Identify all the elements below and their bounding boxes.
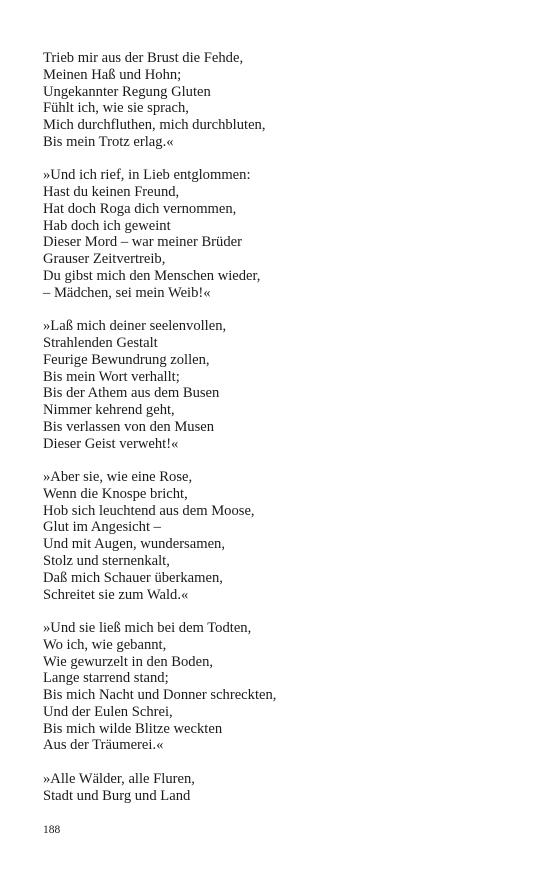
poem-line: Hast du keinen Freund, <box>43 184 180 201</box>
stanza <box>43 318 523 452</box>
poem-line: Nimmer kehrend geht, <box>43 402 175 419</box>
stanza <box>43 469 523 603</box>
poem-line: »Alle Wälder, alle Fluren, <box>43 770 195 787</box>
poem-line: Bis verlassen von den Musen <box>43 418 215 435</box>
poem-line: »Aber sie, wie eine Rose, <box>43 469 193 486</box>
poem-line: Mich durchfluthen, mich durchbluten, <box>43 117 266 134</box>
stanza <box>43 50 523 151</box>
poem-line: Daß mich Schauer überkamen, <box>43 569 223 586</box>
poem-line: Bis mich wilde Blitze weckten <box>43 720 223 737</box>
poem-line: Dieser Geist verweht!« <box>43 435 179 452</box>
poem-line: Hat doch Roga dich vernommen, <box>43 200 237 217</box>
poem-line: Bis mein Wort verhallt; <box>43 368 180 385</box>
poem-line: Feurige Bewundrung zollen, <box>43 351 210 368</box>
poem-text <box>43 50 523 821</box>
poem-line: Bis mich Nacht und Donner schreckten, <box>43 687 277 704</box>
poem-line: Strahlenden Gestalt <box>43 334 158 351</box>
poem-line: Grauser Zeitvertreib, <box>43 251 166 268</box>
poem-line: »Und ich rief, in Lieb entglommen: <box>43 167 251 184</box>
poem-line: Ungekannter Regung Gluten <box>43 83 211 100</box>
poem-line: Und mit Augen, wundersamen, <box>43 536 225 553</box>
poem-line: Schreitet sie zum Wald.« <box>43 586 189 603</box>
stanza <box>43 771 523 805</box>
poem-line: Aus der Träumerei.« <box>43 737 164 754</box>
poem-line: Bis der Athem aus dem Busen <box>43 385 220 402</box>
poem-line: Trieb mir aus der Brust die Fehde, <box>43 50 244 66</box>
poem-line: Meinen Haß und Hohn; <box>43 66 182 83</box>
poem-line: Dieser Mord – war meiner Brüder <box>43 234 242 251</box>
poem-line: Du gibst mich den Menschen wieder, <box>43 268 261 285</box>
poem-line: Wie gewurzelt in den Boden, <box>43 653 214 670</box>
page-number: 188 <box>43 824 61 836</box>
poem-line: Bis mein Trotz erlag.« <box>43 133 174 150</box>
poem-line: – Mädchen, sei mein Weib!« <box>43 284 211 301</box>
poem-line: Und der Eulen Schrei, <box>43 703 173 720</box>
poem-line: Hob sich leuchtend aus dem Moose, <box>43 502 255 519</box>
poem-line: »Und sie ließ mich bei dem Todten, <box>43 619 252 636</box>
poem-line: Fühlt ich, wie sie sprach, <box>43 100 189 117</box>
poem-line: Stolz und sternenkalt, <box>43 553 170 570</box>
poem-line: »Laß mich deiner seelenvollen, <box>43 318 227 335</box>
poem-line: Wo ich, wie gebannt, <box>43 636 167 653</box>
stanza <box>43 167 523 301</box>
poem-line: Stadt und Burg und Land <box>43 787 191 804</box>
poem-line: Hab doch ich geweint <box>43 217 171 234</box>
poem-line: Glut im Angesicht – <box>43 519 161 536</box>
poem-line: Wenn die Knospe bricht, <box>43 485 188 502</box>
stanza <box>43 620 523 754</box>
poem-line: Lange starrend stand; <box>43 670 169 687</box>
